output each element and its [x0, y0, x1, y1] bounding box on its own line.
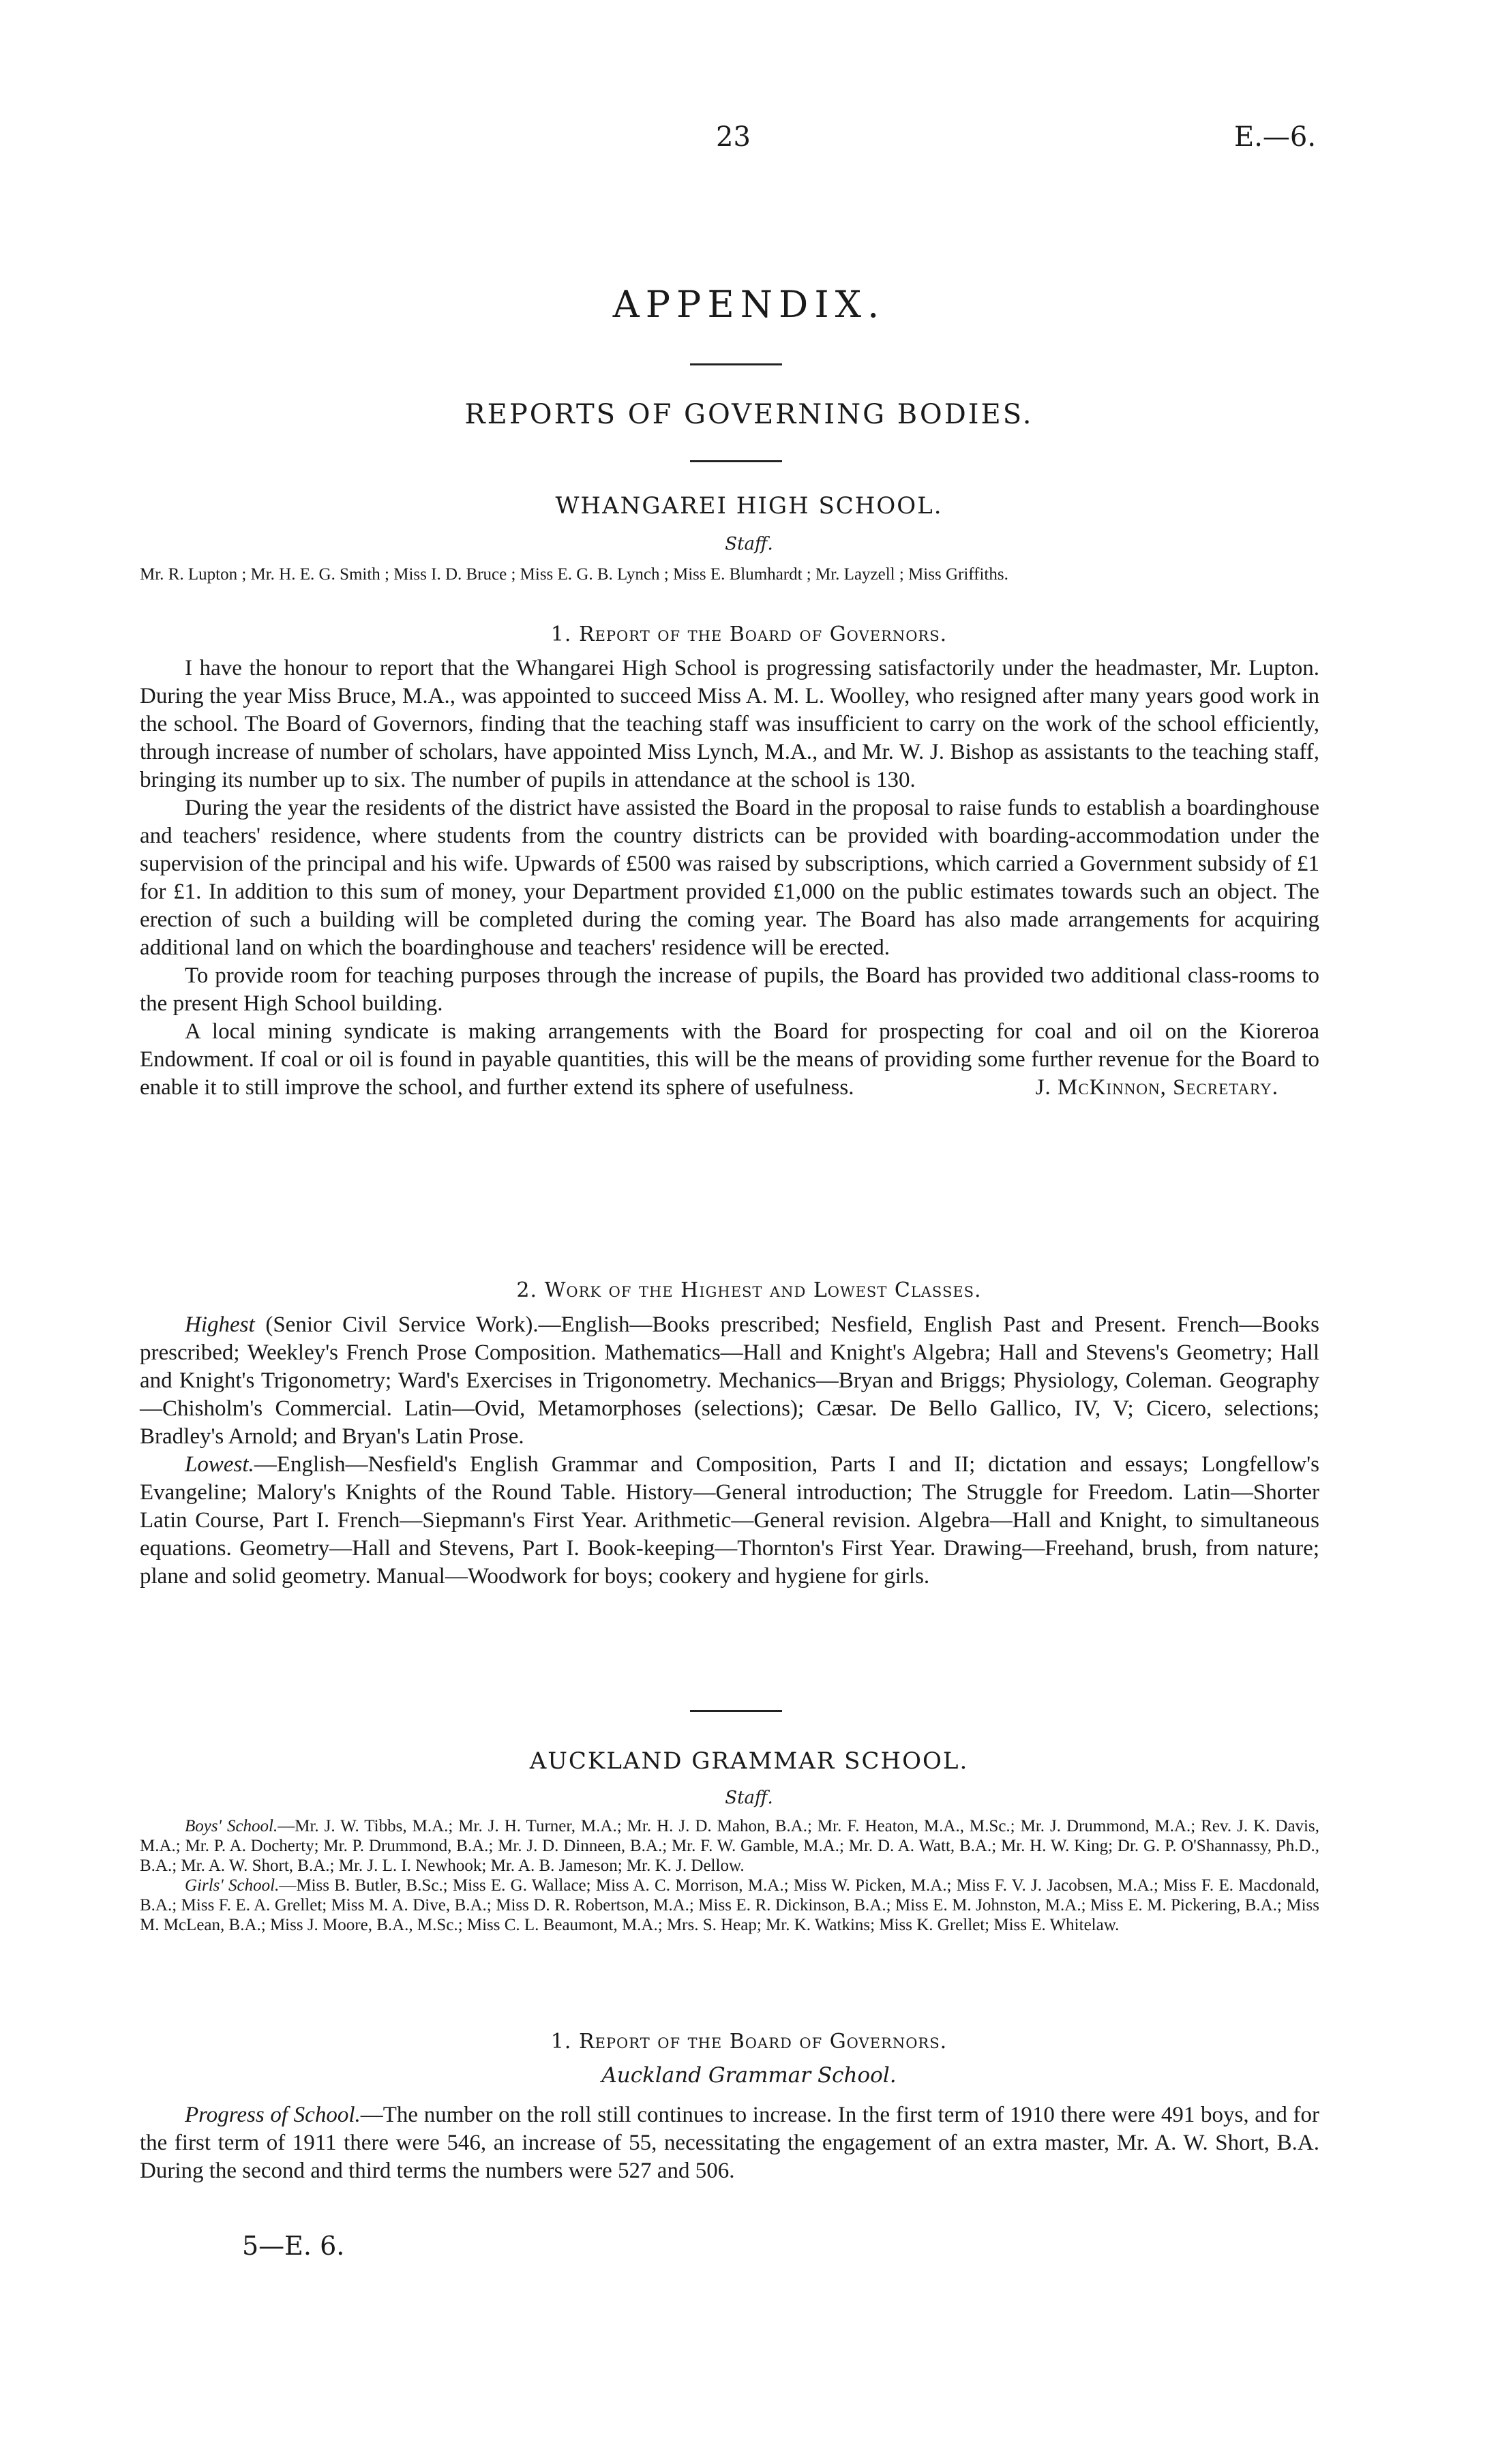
appendix-title: APPENDIX.	[612, 283, 886, 326]
whangarei-report-body	[140, 655, 1319, 1102]
auckland-staff-heading: Staff.	[725, 1788, 773, 1808]
whangarei-staff-block	[140, 565, 1319, 584]
auckland-staff-block	[140, 1816, 1319, 1935]
school-divider	[690, 1710, 782, 1712]
whangarei-paragraph-text: A local mining syndicate is making arrangements with the Board for prospecting for coal and oil on the Kioreroa Endowment. If coal or oil is found in payable quantities, this will be the means of providing some further revenue for the Board to enable it to still improve the school, and further extend its sphere of usefulness.	[140, 1019, 1319, 1100]
page-number: 23	[716, 121, 751, 153]
whangarei-report-heading: 1. Report of the Board of Governors.	[550, 622, 948, 646]
signature-mark: 5—E. 6.	[242, 2231, 345, 2261]
lowest-class-paragraph	[140, 1451, 1319, 1591]
highest-text: (Senior Civil Service Work).—English—Books prescribed; Nesfield, English Past and Present. French—Books prescribed; Weekley's French Prose Composition. Mathematics—Hall and Knight's Algebra; Hall and Stevens's Geometry; Hall and Knight's Trigonometry; Ward's Exercises in Trigonometry. Mechanics—Bryan and Briggs; Physiology, Coleman. Geography—Chisholm's Commercial. Latin—Ovid, Metamorphoses (selections); Cæsar. De Bello Gallico, IV, V; Cicero, selections; Bradley's Arnold; and Bryan's Latin Prose.	[140, 1312, 1319, 1449]
whangarei-paragraph	[140, 1018, 1319, 1102]
highest-label: Highest	[185, 1312, 255, 1337]
title-divider	[690, 363, 782, 365]
auckland-report-heading: 1. Report of the Board of Governors.	[550, 2030, 948, 2054]
section-divider	[690, 460, 782, 462]
whangarei-school-heading: WHANGAREI HIGH SCHOOL.	[555, 492, 943, 520]
whangarei-paragraph: During the year the residents of the district have assisted the Board in the proposal to raise funds to establish a boardinghouse and teachers' residence, where students from the country districts can be provided with boarding-accommodation under the supervision of the principal and his wife. Upwards of £500 was raised by subscriptions, which carried a Government subsidy of £1 for £1. In addition to this sum of money, your Department provided £1,000 on the public estimates towards such an object. The erection of such a building will be completed during the coming year. The Board has also made arrangements for acquiring additional land on which the boardinghouse and teachers' residence will be erected.	[140, 796, 1319, 960]
auckland-school-heading: AUCKLAND GRAMMAR SCHOOL.	[529, 1747, 969, 1775]
progress-label: Progress of School.	[185, 2103, 361, 2127]
girls-label: Girls' School.	[185, 1876, 280, 1895]
secretary-signature: J. McKinnon, Secretary.	[1035, 1075, 1278, 1100]
auckland-subheading: Auckland Grammar School.	[601, 2063, 897, 2088]
work-classes-heading: 2. Work of the Highest and Lowest Classes.	[516, 1278, 982, 1302]
progress-text: —The number on the roll still continues to increase. In the first term of 1910 there were 491 boys, and for the first term of 1911 there were 546, an increase of 55, necessitating the engagement of an extra master, Mr. A. W. Short, B.A. During the second and third terms the numbers were 527 and 506.	[140, 2103, 1319, 2183]
lowest-label: Lowest.	[185, 1452, 254, 1477]
boys-staff-paragraph	[140, 1816, 1319, 1876]
whangarei-staff-list: Mr. R. Lupton ; Mr. H. E. G. Smith ; Miss I. D. Bruce ; Miss E. G. B. Lynch ; Miss E. Blumhardt ; Mr. Layzell ; Miss Griffiths.	[140, 565, 1008, 584]
boys-staff-list: —Mr. J. W. Tibbs, M.A.; Mr. J. H. Turner, M.A.; Mr. H. J. D. Mahon, B.A.; Mr. F. Heaton, M.A., M.Sc.; Mr. J. Drummond, M.A.; Rev. J. K. Davis, M.A.; Mr. P. A. Docherty; Mr. P. Drummond, B.A.; Mr. J. D. Dinneen, B.A.; Mr. F. W. Gamble, M.A.; Mr. D. A. Watt, B.A.; Mr. H. W. King; Dr. G. P. O'Shannassy, Ph.D., B.A.; Mr. A. W. Short, B.A.; Mr. J. L. I. Newhook; Mr. A. B. Jameson; Mr. K. J. Dellow.	[140, 1817, 1319, 1875]
auckland-report-body	[140, 2101, 1319, 2185]
whangarei-paragraph: I have the honour to report that the Whangarei High School is progressing satisfactorily under the headmaster, Mr. Lupton. During the year Miss Bruce, M.A., was appointed to succeed Miss A. M. L. Woolley, who resigned after many years good work in the school. The Board of Governors, finding that the teaching staff was insufficient to carry on the work of the school efficiently, through increase of number of scholars, have appointed Miss Lynch, M.A., and Mr. W. J. Bishop as assistants to the teaching staff, bringing its number up to six. The number of pupils in attendance at the school is 130.	[140, 656, 1319, 792]
boys-label: Boys' School.	[185, 1817, 278, 1835]
girls-staff-list: —Miss B. Butler, B.Sc.; Miss E. G. Wallace; Miss A. C. Morrison, M.A.; Miss W. Picken, M.A.; Miss F. V. J. Jacobsen, M.A.; Miss F. E. Macdonald, B.A.; Miss F. E. A. Grellet; Miss M. A. Dive, B.A.; Miss D. R. Robertson, M.A.; Miss E. R. Dickinson, B.A.; Miss E. M. Johnston, M.A.; Miss E. M. Pickering, B.A.; Miss M. McLean, B.A.; Miss J. Moore, B.A., M.Sc.; Miss C. L. Beaumont, M.A.; Mrs. S. Heap; Mr. K. Watkins; Miss K. Grellet; Miss E. Whitelaw.	[140, 1876, 1319, 1934]
whangarei-paragraph: To provide room for teaching purposes through the increase of pupils, the Board has provided two additional class-rooms to the present High School building.	[140, 963, 1319, 1016]
progress-paragraph	[140, 2101, 1319, 2185]
lowest-text: —English—Nesfield's English Grammar and Composition, Parts I and II; dictation and essays; Longfellow's Evangeline; Malory's Knights of the Round Table. History—General introduction; The Struggle for Freedom. Latin—Shorter Latin Course, Part I. French—Siepmann's First Year. Arithmetic—General revision. Algebra—Hall and Knight, to simultaneous equations. Geometry—Hall and Stevens, Part I. Book-keeping—Thornton's First Year. Drawing—Freehand, brush, from nature; plane and solid geometry. Manual—Woodwork for boys; cookery and hygiene for girls.	[140, 1452, 1319, 1589]
document-reference: E.—6.	[1234, 121, 1317, 153]
work-classes-body	[140, 1311, 1319, 1591]
whangarei-staff-heading: Staff.	[725, 534, 773, 554]
highest-class-paragraph	[140, 1311, 1319, 1451]
reports-title: REPORTS OF GOVERNING BODIES.	[464, 399, 1034, 430]
girls-staff-paragraph	[140, 1876, 1319, 1935]
